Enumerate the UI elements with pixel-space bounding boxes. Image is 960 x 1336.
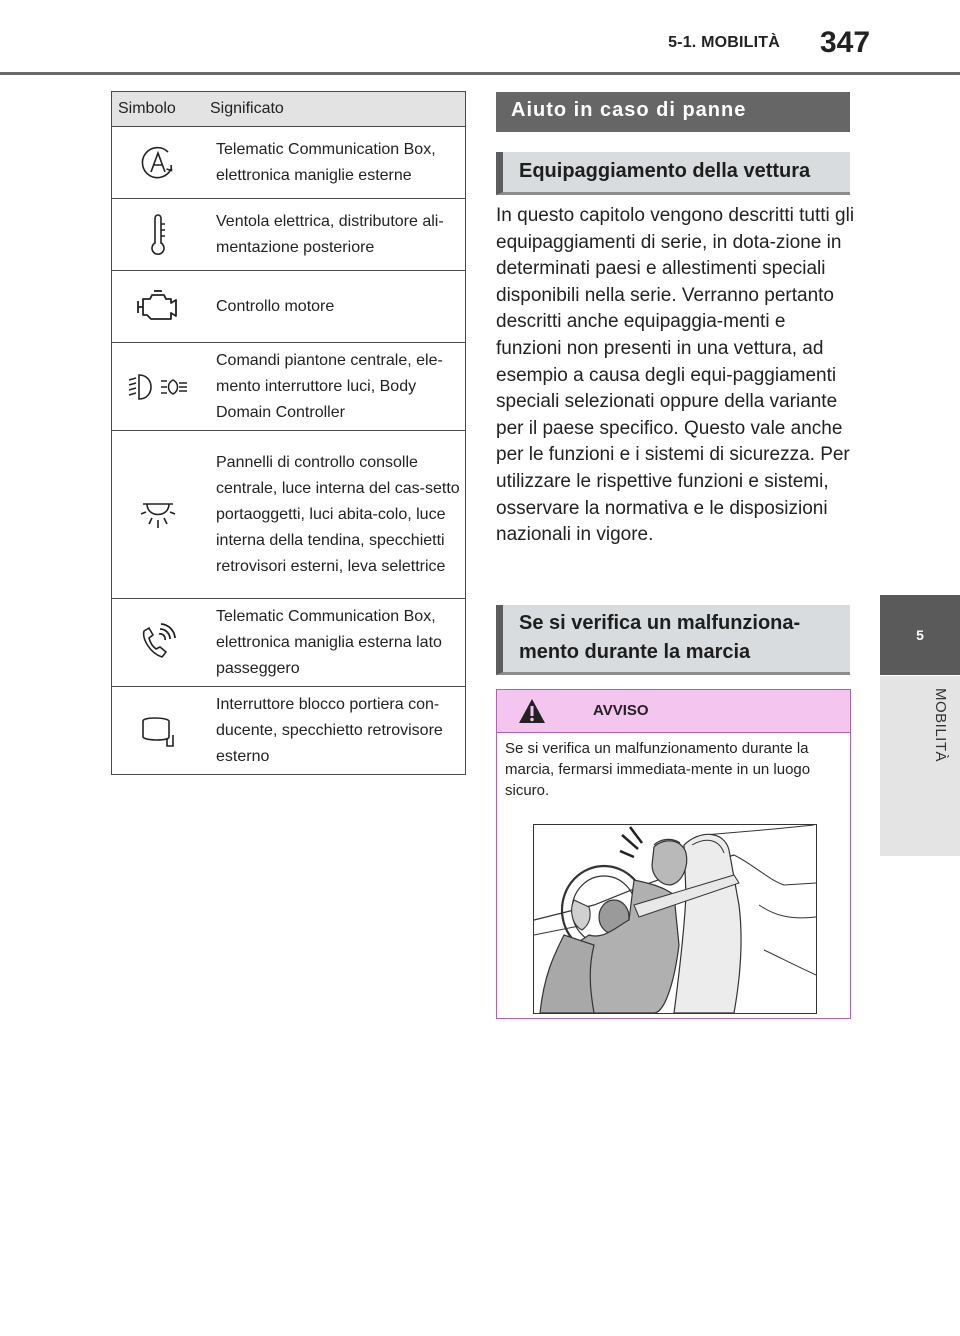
row-meaning: Comandi piantone centrale, ele-mento interruttore luci, Body Domain Controller [204, 343, 466, 431]
column-header-meaning: Significato [204, 92, 466, 127]
table-row [112, 599, 466, 687]
subheading-malfunction: Se si verifica un malfunziona-mento durante la marcia [496, 605, 850, 675]
chapter-tab-label: MOBILITÀ [932, 688, 949, 763]
warning-text: Se si verifica un malfunzionamento durante la marcia, fermarsi immediata-mente in un luogo sicuro. [505, 740, 811, 799]
telephone-signal-icon [112, 599, 205, 687]
column-header-symbol: Simbolo [112, 92, 205, 127]
section-title: 5-1. MOBILITÀ [668, 34, 780, 51]
thermometer-icon [112, 199, 205, 271]
headlight-fog-icon [112, 343, 205, 431]
table-row [112, 431, 466, 599]
row-meaning: Telematic Communication Box, elettronica maniglie esterne [204, 127, 466, 199]
row-meaning: Telematic Communication Box, elettronica maniglia esterna lato passeggero [204, 599, 466, 687]
row-meaning: Interruttore blocco portiera con-ducente, specchietto retrovisore esterno [204, 687, 466, 775]
table-row [112, 687, 466, 775]
table-row [112, 271, 466, 343]
body-paragraph: In questo capitolo vengono descritti tutti gli equipaggiamenti di serie, in dota-zione in determinati paesi e allestimenti speciali disponibili nella serie. Verranno pertanto descritti anche equipaggia-menti e funzioni non presenti in una vettura, ad esempio a causa degli equi-paggiamenti speciali selezionati oppure della variante per il paese specifico. Questo vale anche per le funzioni e i sistemi di sicurezza. Per utilizzare le rispettive funzioni e sistemi, osservare la normativa e le disposizioni nazionali in vigore. [496, 205, 855, 546]
row-meaning: Pannelli di controllo consolle centrale, luce interna del cas-setto portaoggetti, luci abita-colo, luce interna della tendina, specchietti retrovisori esterni, leva selettrice [204, 431, 466, 599]
driver-distress-illustration [533, 824, 817, 1014]
table-row [112, 343, 466, 431]
a-circle-arrow-icon [112, 127, 205, 199]
main-heading: Aiuto in caso di panne [496, 92, 850, 132]
warning-title: AVVISO [593, 702, 649, 719]
warning-triangle-icon [517, 697, 547, 725]
engine-icon [112, 271, 205, 343]
table-header-row [112, 92, 466, 127]
subheading-equipment: Equipaggiamento della vettura [496, 152, 850, 195]
table-row [112, 127, 466, 199]
chapter-tab-number: 5 [880, 595, 960, 675]
warning-header [497, 690, 850, 733]
row-meaning: Ventola elettrica, distributore ali-mentazione posteriore [204, 199, 466, 271]
header-rule [0, 72, 960, 75]
interior-light-icon [112, 431, 205, 599]
row-meaning: Controllo motore [204, 271, 466, 343]
table-row [112, 199, 466, 271]
warning-box [496, 689, 851, 1019]
symbol-table [111, 91, 466, 775]
mirror-icon [112, 687, 205, 775]
page-number: 347 [820, 26, 871, 59]
